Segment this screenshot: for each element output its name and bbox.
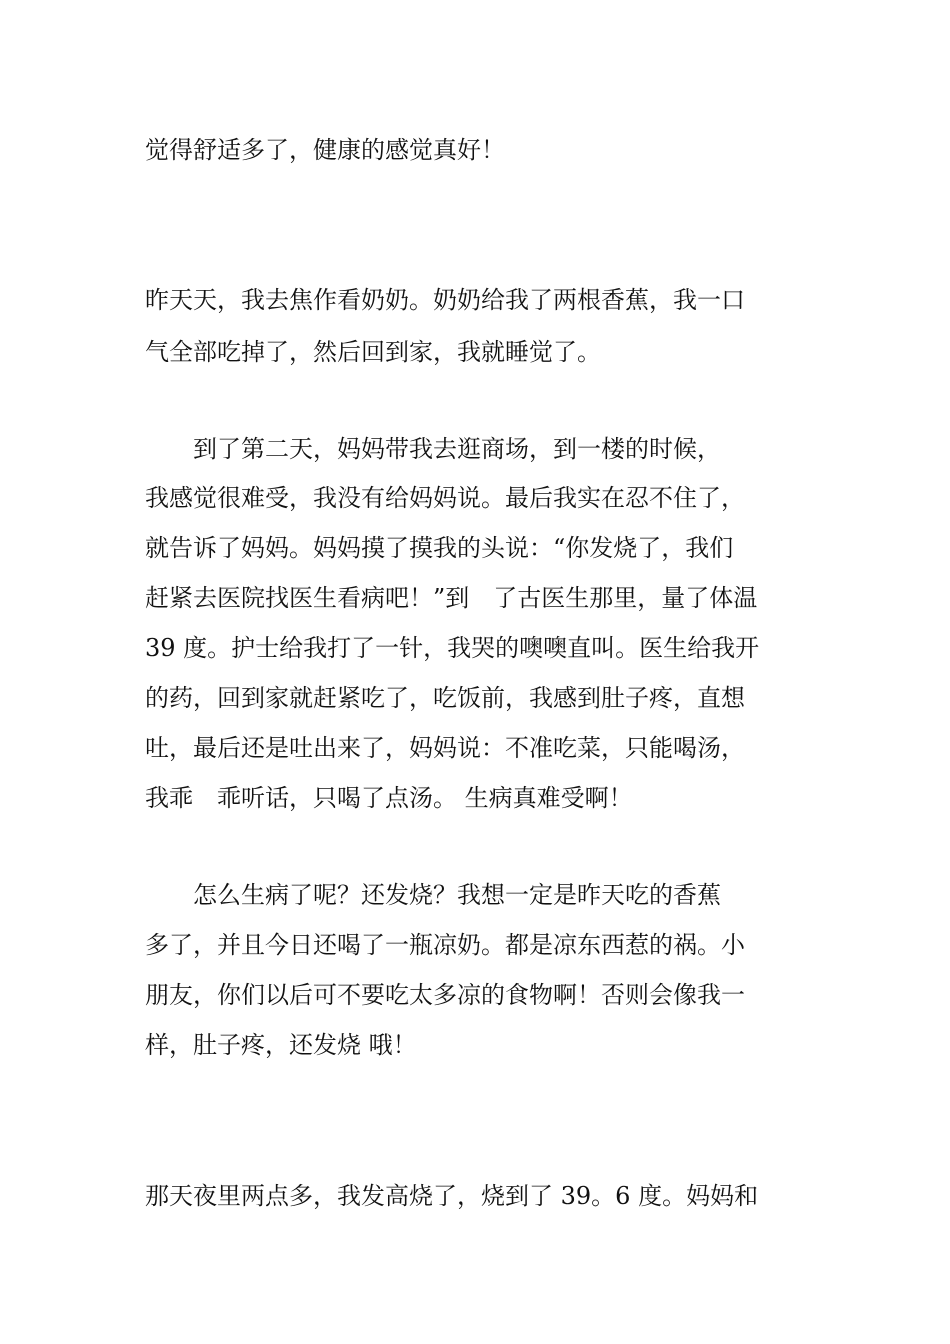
text-line-4: 到了第二天，妈妈带我去逛商场，到一楼的时候， [145,435,721,463]
text-line-3: 气全部吃掉了，然后回到家，我就睡觉了。 [145,338,601,366]
text-line-2: 昨天天，我去焦作看奶奶。奶奶给我了两根香蕉，我一口 [145,286,745,314]
text-line-6: 就告诉了妈妈。妈妈摸了摸我的头说：“你发烧了，我们 [145,534,734,562]
text-line-16: 那天夜里两点多，我发高烧了，烧到了 39。6 度。妈妈和 [145,1182,759,1210]
text-line-8: 39 度。护士给我打了一针，我哭的噢噢直叫。医生给我开 [145,634,760,662]
text-line-10: 吐，最后还是吐出来了，妈妈说：不准吃菜，只能喝汤， [145,734,745,762]
text-line-7: 赶紧去医院找医生看病吧！”到 了古医生那里，量了体温 [145,584,758,612]
text-line-14: 朋友，你们以后可不要吃太多凉的食物啊！否则会像我一 [145,981,745,1009]
text-line-5: 我感觉很难受，我没有给妈妈说。最后我实在忍不住了， [145,484,745,512]
text-line-13: 多了，并且今日还喝了一瓶凉奶。都是凉东西惹的祸。小 [145,931,745,959]
text-line-11: 我乖 乖听话，只喝了点汤。 生病真难受啊！ [145,784,633,812]
text-line-12: 怎么生病了呢？还发烧？我想一定是昨天吃的香蕉 [145,881,721,909]
text-line-9: 的药，回到家就赶紧吃了，吃饭前，我感到肚子疼，直想 [145,684,745,712]
text-line-15: 样，肚子疼，还发烧 哦！ [145,1031,417,1059]
text-line-1: 觉得舒适多了，健康的感觉真好！ [145,136,505,164]
